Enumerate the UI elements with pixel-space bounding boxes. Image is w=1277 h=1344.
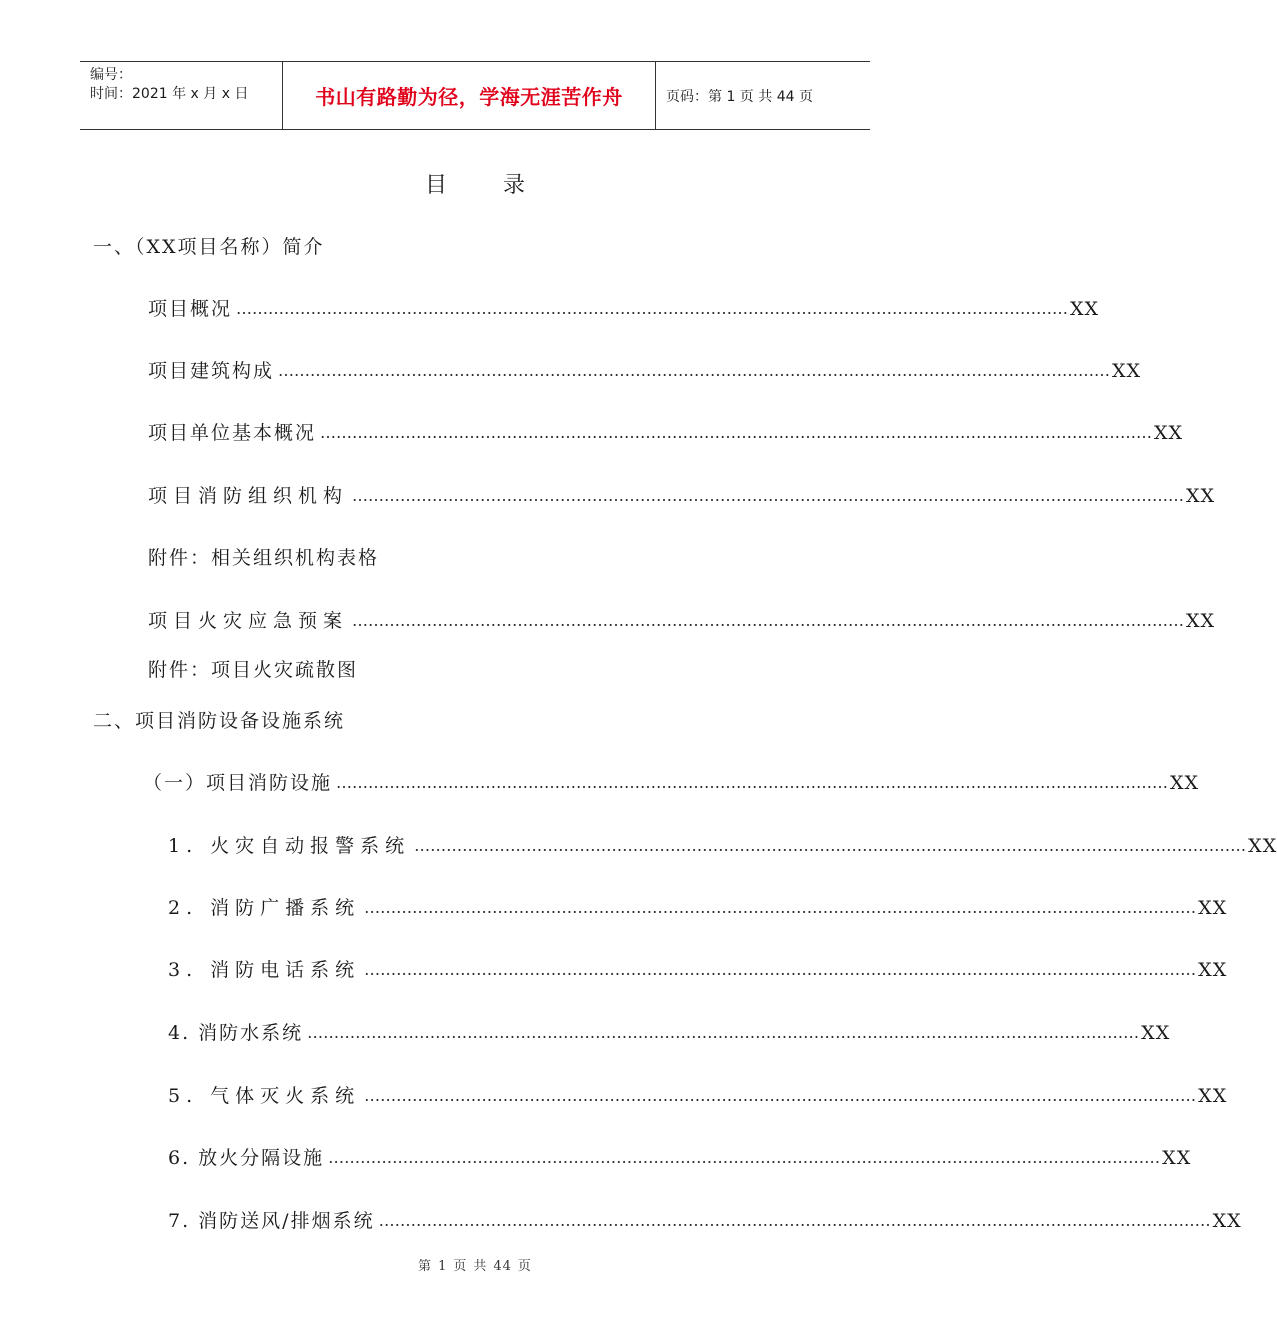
footer-total-unit: 页 [517,1259,532,1274]
toc-entry-sub1[interactable] [143,768,1200,798]
toc-page-ref: XX [1112,360,1142,382]
toc-entry-label: 项目单位基本概况 [148,422,317,444]
toc-entry-s4[interactable] [168,1018,1171,1048]
toc-page-ref: XX [1170,772,1200,794]
toc-page-ref: XX [1070,298,1100,320]
toc-entry-label: 项目建筑构成 [148,360,275,382]
toc-attachment-label: 附件：项目火灾疏散图 [148,659,359,681]
toc-section-2 [93,706,345,736]
toc-page-ref: XX [1154,422,1184,444]
toc-entry-s2[interactable] [168,893,1228,923]
toc-entry-label: 7. 消防送风/排烟系统 [168,1210,375,1232]
footer-page-number: 1 [438,1259,448,1274]
toc-section-1-label: 一、（XX项目名称）简介 [93,236,325,258]
toc-attachment-label: 附件：相关组织机构表格 [148,547,380,569]
toc-entry-units[interactable] [148,418,1184,448]
toc-entry-plan[interactable] [148,606,1216,636]
toc-page-ref: XX [1212,1210,1242,1232]
header-motto-cell [282,62,656,129]
toc-entry-label: 项目火灾应急预案 [148,610,349,632]
header-meta-cell [80,62,282,129]
toc-leader-dots: ………………………………………………………………………………………………………………………………………… [352,611,1185,630]
toc-page-ref: XX [1162,1147,1192,1169]
toc-entry-label: 项目消防组织机构 [148,485,349,507]
toc-entry-label: 4. 消防水系统 [168,1022,304,1044]
footer-total-number: 44 [493,1259,512,1274]
toc-leader-dots: ………………………………………………………………………………………………………………………………………… [352,486,1185,505]
toc-section-1 [93,232,325,262]
toc-attachment-org [148,543,379,573]
toc-leader-dots: ………………………………………………………………………………………………………………………………………… [328,1148,1161,1167]
toc-entry-label: 2. 消防广播系统 [168,897,361,919]
toc-page-ref: XX [1141,1022,1171,1044]
toc-entry-s5[interactable] [168,1081,1228,1111]
toc-page-ref: XX [1186,485,1216,507]
toc-leader-dots: ………………………………………………………………………………………………………………………………………… [320,423,1153,442]
toc-leader-dots: ………………………………………………………………………………………………………………………………………… [364,1086,1197,1105]
toc-leader-dots: ………………………………………………………………………………………………………………………………………… [236,299,1069,318]
toc-page-ref: XX [1198,897,1228,919]
toc-entry-label: 6. 放火分隔设施 [168,1147,325,1169]
toc-leader-dots: ………………………………………………………………………………………………………………………………………… [364,898,1197,917]
toc-leader-dots: ………………………………………………………………………………………………………………………………………… [278,361,1111,380]
toc-page-ref: XX [1186,610,1216,632]
toc-leader-dots: ………………………………………………………………………………………………………………………………………… [378,1211,1211,1230]
toc-entry-label: 项目概况 [148,298,233,320]
toc-leader-dots: ………………………………………………………………………………………………………………………………………… [414,836,1247,855]
toc-entry-s1[interactable] [168,831,1277,861]
toc-page-ref: XX [1248,835,1277,857]
footer-total-word: 共 [473,1259,488,1274]
toc-entry-s7[interactable] [168,1206,1242,1236]
footer-page-unit: 页 [453,1259,468,1274]
toc-title: 目录 [424,173,581,198]
toc-attachment-plan [148,655,358,685]
toc-entry-s6[interactable] [168,1143,1192,1173]
header-page-cell [656,62,870,129]
toc-section-2-label: 二、项目消防设备设施系统 [93,710,346,732]
toc-entry-building[interactable] [148,356,1142,386]
toc-leader-dots: ………………………………………………………………………………………………………………………………………… [307,1023,1140,1042]
header-number-label: 编号： [90,67,132,83]
toc-entry-label: 3. 消防电话系统 [168,959,361,981]
header-page-label: 页码：第 1 页 共 44 页 [666,88,813,105]
toc-page-ref: XX [1198,1085,1228,1107]
toc-entry-label: 5. 气体灭火系统 [168,1085,361,1107]
toc-entry-label: （一）项目消防设施 [143,772,333,794]
toc-entry-s3[interactable] [168,955,1228,985]
document-header [80,61,870,130]
header-time-label: 时间：2021 年 x 月 x 日 [90,86,249,102]
toc-page-ref: XX [1198,959,1228,981]
toc-leader-dots: ………………………………………………………………………………………………………………………………………… [364,960,1197,979]
footer-page-word: 第 [418,1259,433,1274]
toc-entry-overview[interactable] [148,294,1100,324]
toc-entry-label: 1. 火灾自动报警系统 [168,835,411,857]
page-footer [0,1255,950,1274]
toc-leader-dots: ………………………………………………………………………………………………………………………………………… [336,773,1169,792]
toc-entry-org[interactable] [148,481,1216,511]
header-motto: 书山有路勤为径，学海无涯苦作舟 [315,85,623,109]
